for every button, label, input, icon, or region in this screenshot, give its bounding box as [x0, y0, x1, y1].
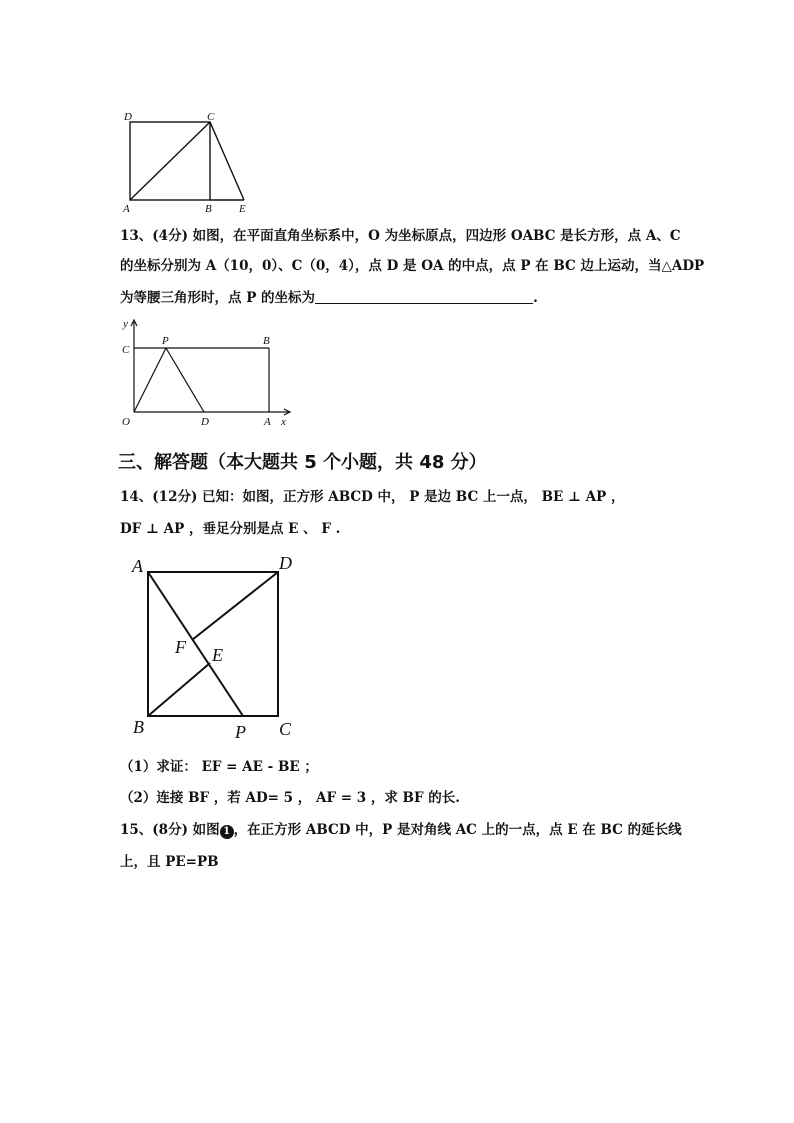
q13-line-3: [120, 288, 538, 308]
section-heading: 三、解答题（本大题共 5 个小题，共 48 分）: [118, 452, 487, 473]
label-C3: C: [279, 719, 292, 739]
label-O2: O: [122, 416, 130, 428]
answer-blank[interactable]: [315, 289, 533, 304]
label-C2: C: [122, 344, 130, 356]
label-F3: F: [175, 637, 186, 657]
axis-label-y: y: [123, 318, 128, 330]
circled-number-1: 1: [220, 825, 234, 839]
figure-2-coordinate-rectangle: [118, 316, 298, 430]
q14-part-2: （2）连接 BF ，若 AD= 5 ， AF = 3 ，求 BF 的长.: [120, 790, 460, 806]
q14-part-1: （1）求证： EF = AE - BE ；: [120, 759, 318, 775]
q15-line-1: [120, 820, 682, 840]
label-P3: P: [235, 722, 246, 742]
label-E: E: [239, 203, 246, 215]
label-A3: A: [132, 556, 143, 576]
q13-line-1: 13、(4分) 如图，在平面直角坐标系中，O 为坐标原点，四边形 OABC 是长方形，点 A、C: [120, 228, 681, 244]
q13-line-3-text: 为等腰三角形时，点 P 的坐标为: [120, 290, 316, 306]
q15-line-2: 上，且 PE=PB: [120, 854, 219, 870]
q15-line-1-start: 15、(8分) 如图: [120, 822, 220, 838]
label-A2: A: [264, 416, 271, 428]
q13-line-2: 的坐标分别为 A（10，0）、C（0，4），点 D 是 OA 的中点，点 P 在 BC 边上运动，当△ADP: [120, 258, 705, 274]
label-D3: D: [279, 553, 292, 573]
q15-line-1-rest: ，在正方形 ABCD 中，P 是对角线 AC 上的一点，点 E 在 BC 的延长线: [233, 822, 682, 838]
label-E3: E: [212, 645, 223, 665]
label-B: B: [205, 203, 212, 215]
axis-label-x: x: [281, 416, 286, 428]
figure-3-square-abcd: [125, 552, 305, 744]
q13-line-3-end: .: [533, 290, 538, 306]
q14-line-1: 14、(12分) 已知：如图，正方形 ABCD 中， P 是边 BC 上一点， BE ⊥ AP ，: [120, 489, 625, 505]
label-A: A: [123, 203, 130, 215]
q14-line-2: DF ⊥ AP ，垂足分别是点 E 、 F .: [120, 521, 341, 537]
label-D: D: [124, 111, 132, 123]
label-B3: B: [133, 717, 144, 737]
figure-1-square: [118, 108, 258, 216]
label-D2: D: [201, 416, 209, 428]
label-P2: P: [162, 335, 169, 347]
label-C: C: [207, 111, 215, 123]
label-B2: B: [263, 335, 270, 347]
